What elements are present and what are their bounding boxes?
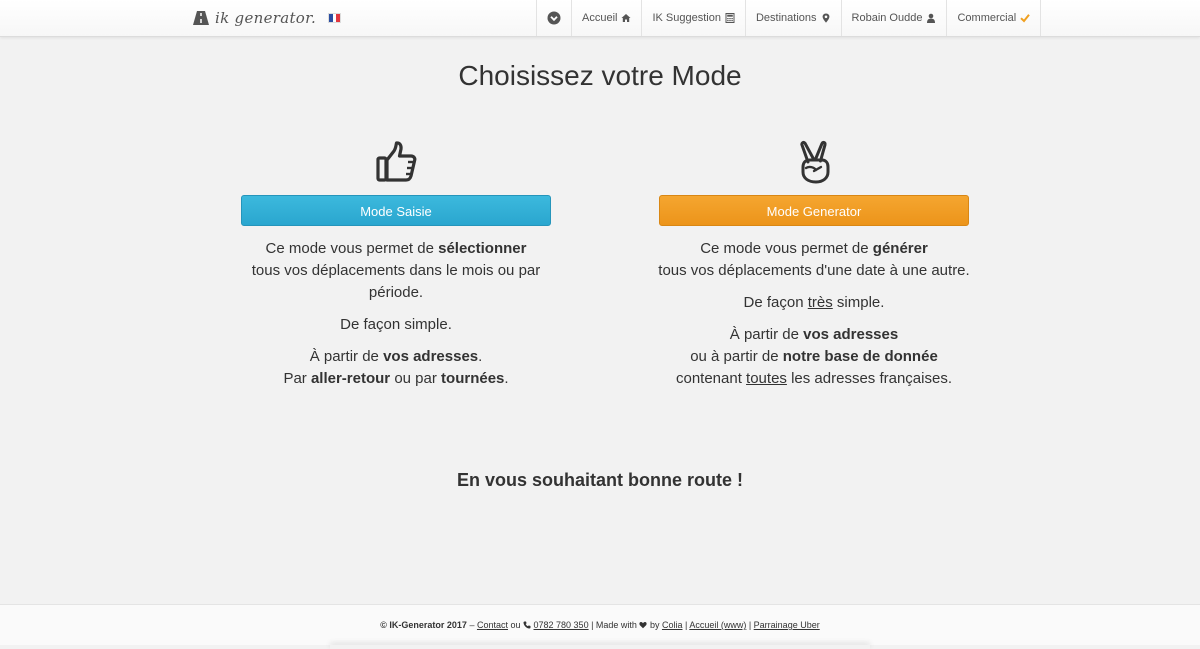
- footer-shadow: [330, 645, 870, 649]
- mode-saisie-column: [236, 140, 556, 390]
- emphasis-text: notre base de donnée: [782, 348, 938, 365]
- text: À partir de: [309, 348, 384, 365]
- map-marker-icon: [821, 13, 831, 23]
- nav-item-label: Commercial: [957, 12, 1017, 24]
- main-nav: [536, 0, 1041, 36]
- emphasis-text: sélectionner: [438, 240, 527, 257]
- footer: [0, 604, 1200, 645]
- phone-icon: [523, 621, 531, 629]
- emphasis-text: vos adresses: [383, 348, 479, 365]
- text: De façon: [743, 294, 808, 311]
- text: .: [478, 348, 483, 365]
- mode-generator-column: [654, 140, 974, 390]
- mode-generator-description: [654, 238, 974, 390]
- description-paragraph: [654, 292, 974, 314]
- brand-logo-link[interactable]: [193, 8, 341, 28]
- nav-item-label: IK Suggestion: [652, 12, 721, 24]
- mode-saisie-description: [236, 238, 556, 390]
- page-title: Choisissez votre Mode: [458, 60, 742, 91]
- copyright: © IK-Generator 2017: [380, 620, 467, 630]
- check-icon: [1020, 13, 1030, 23]
- emphasis-text: tournées: [441, 370, 505, 387]
- text: tous vos déplacements dans le mois ou par période.: [251, 262, 541, 301]
- description-paragraph: [236, 238, 556, 304]
- text: ou par: [390, 370, 442, 387]
- nav-dropdown-toggle[interactable]: [536, 0, 571, 36]
- mode-generator-button[interactable]: Mode Generator: [659, 195, 969, 226]
- nav-item-accueil[interactable]: [571, 0, 641, 36]
- french-flag-icon[interactable]: [328, 13, 341, 23]
- text: by: [647, 620, 662, 630]
- text: simple.: [832, 294, 885, 311]
- nav-item-ik-suggestion[interactable]: [641, 0, 745, 36]
- underlined-text: toutes: [746, 370, 787, 387]
- nav-item-destinations[interactable]: [745, 0, 841, 36]
- text: ou: [507, 620, 523, 630]
- peace-hand-icon: [792, 140, 836, 184]
- top-navbar: [0, 0, 1200, 37]
- separator: |: [746, 620, 754, 630]
- description-paragraph: [236, 346, 556, 390]
- nav-item-label: Destinations: [755, 12, 817, 24]
- mode-saisie-button[interactable]: Mode Saisie: [241, 195, 551, 226]
- text: .: [504, 370, 509, 387]
- text: | Made with: [588, 620, 640, 630]
- phone-link[interactable]: 0782 780 350: [533, 620, 589, 630]
- emphasis-text: aller-retour: [310, 370, 391, 387]
- text: contenant: [675, 370, 747, 387]
- user-icon: [926, 13, 936, 23]
- underlined-text: très: [807, 294, 833, 311]
- nav-item-user[interactable]: [841, 0, 947, 36]
- nav-item-commercial[interactable]: [946, 0, 1041, 36]
- text: À partir de: [729, 326, 804, 343]
- text: Par: [283, 370, 311, 387]
- text: Ce mode vous permet de: [700, 240, 873, 257]
- chevron-down-circle-icon: [547, 11, 561, 25]
- description-paragraph: De façon simple.: [340, 316, 452, 333]
- nav-item-label: Accueil: [582, 12, 618, 24]
- nav-item-label: Robain Oudde: [851, 12, 923, 24]
- text: les adresses françaises.: [786, 370, 952, 387]
- road-logo-icon: [193, 11, 209, 25]
- text: ou à partir de: [690, 348, 783, 365]
- emphasis-text: générer: [872, 240, 928, 257]
- home-link[interactable]: Accueil (www): [689, 620, 747, 630]
- home-icon: [621, 13, 631, 23]
- description-paragraph: [654, 324, 974, 390]
- emphasis-text: vos adresses: [803, 326, 899, 343]
- footer-text: [0, 620, 1200, 630]
- text: –: [466, 620, 477, 630]
- author-link[interactable]: Colia: [661, 620, 683, 630]
- referral-link[interactable]: Parrainage Uber: [753, 620, 820, 630]
- brand-name: ik generator.: [215, 9, 317, 27]
- separator: |: [682, 620, 690, 630]
- contact-link[interactable]: Contact: [476, 620, 508, 630]
- thumbs-up-icon: [374, 140, 418, 184]
- closing-message: En vous souhaitant bonne route !: [456, 470, 743, 490]
- text: tous vos déplacements d'une date à une autre.: [658, 262, 970, 279]
- calculator-icon: [725, 13, 735, 23]
- description-paragraph: [654, 238, 974, 282]
- text: Ce mode vous permet de: [265, 240, 439, 257]
